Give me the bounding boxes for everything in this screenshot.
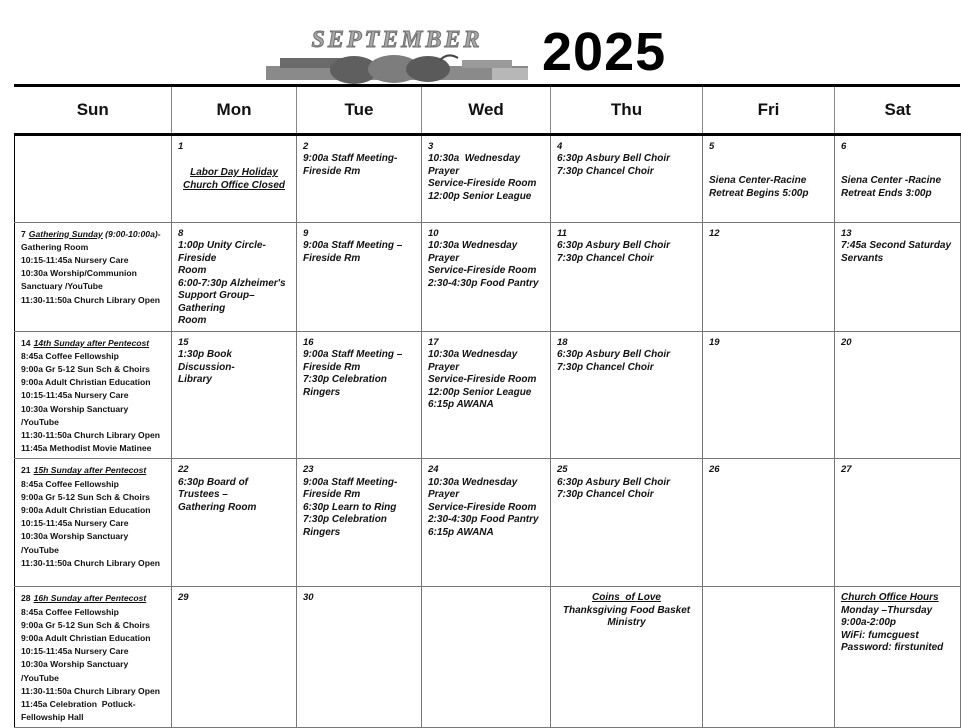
sunday-title: 16h Sunday after Pentecost	[33, 593, 147, 604]
coins-of-love-note	[557, 592, 696, 630]
event-line: 2:30-4:30p Food Pantry	[428, 277, 539, 289]
day-cell-sat	[835, 222, 961, 331]
event-line: 1:00p Unity Circle-Fireside	[178, 240, 266, 264]
event-line: Fireside Rm	[303, 165, 361, 177]
event-line: 6:30p Asbury Bell Choir	[557, 153, 670, 164]
event-line: 9:00a Staff Meeting –	[303, 240, 403, 251]
day-number: 14	[21, 337, 31, 348]
year-title: 2025	[542, 22, 667, 82]
event-line: 7:30p Celebration Ringers	[303, 514, 390, 538]
week-row	[15, 134, 961, 222]
day-cell-tue	[297, 459, 422, 587]
day-number: 21	[21, 465, 31, 476]
event-line: 9:00a Staff Meeting –	[303, 349, 403, 360]
day-cell-fri	[703, 587, 835, 728]
office-hours-title: Church Office Hours	[841, 592, 939, 604]
event-line: 10:30a Wednesday Prayer	[428, 153, 523, 177]
sunday-title: Gathering Sunday	[28, 228, 103, 239]
sunday-title-rest: (9:00-10:00a)-	[102, 228, 161, 239]
day-cell-mon	[172, 134, 297, 222]
event-line: 10:30a Wednesday Prayer	[428, 240, 521, 264]
day-cell-sun	[15, 222, 172, 331]
event-line: 12:00p Senior League	[428, 386, 532, 398]
day-number: 7	[21, 228, 26, 239]
day-cell-sun	[15, 331, 172, 459]
event-line: Gathering Room	[178, 501, 257, 513]
day-cell-sat	[835, 331, 961, 459]
event-line: 6:15p AWANA	[428, 399, 494, 410]
event-line: 9:00a Gr 5-12 Sun Sch & Choirs	[21, 619, 150, 630]
day-cell-mon	[172, 459, 297, 587]
event-line: Library	[178, 374, 212, 385]
day-number: 9	[303, 227, 309, 239]
event-line: 10:30a Worship Sanctuary /YouTube	[21, 403, 131, 427]
day-number: 16	[303, 336, 314, 348]
event-line: Service-Fireside Room	[428, 374, 537, 385]
event-line: 9:00a Gr 5-12 Sun Sch & Choirs	[21, 491, 150, 502]
day-cell-mon	[172, 587, 297, 728]
day-cell-wed	[422, 222, 551, 331]
week-row	[15, 222, 961, 331]
day-cell-sat	[835, 459, 961, 587]
event-line: 10:15-11:45a Nursery Care	[21, 646, 129, 657]
day-cell-wed	[422, 331, 551, 459]
event-line: 9:00a Gr 5-12 Sun Sch & Choirs	[21, 363, 150, 374]
day-number: 15	[178, 336, 189, 348]
event-line: 7:30p Chancel Choir	[557, 361, 654, 373]
event-line: WiFi: fumcguest	[841, 629, 919, 641]
event-line: Service-Fireside Room	[428, 178, 537, 189]
event-line: 9:00a Adult Christian Education	[21, 632, 151, 643]
day-number: 19	[709, 336, 720, 348]
day-cell-thu	[551, 331, 703, 459]
event-line: Retreat Begins 5:00p	[709, 187, 809, 199]
day-cell-mon	[172, 331, 297, 459]
event-line: 9:00a Adult Christian Education	[21, 504, 151, 515]
weekday-mon: Mon	[172, 87, 297, 134]
sunday-title-line	[21, 592, 165, 605]
day-cell-tue	[297, 587, 422, 728]
event-line: 10:30a Worship Sanctuary /YouTube	[21, 531, 131, 555]
event-line: Gathering Room	[21, 241, 89, 252]
event-line: Fireside Rm	[303, 489, 361, 501]
event-line: 11:30-11:50a Church Library Open	[21, 294, 160, 305]
event-line: 10:30a Worship Sanctuary /YouTube	[21, 659, 131, 683]
day-number: 8	[178, 227, 184, 239]
day-number: 1	[178, 140, 184, 152]
event-line: 6:30p Asbury Bell Choir	[557, 240, 670, 251]
event-line: 6:00-7:30p Alzheimer's	[178, 277, 286, 289]
day-number: 5	[709, 140, 715, 152]
event-line: 11:30-11:50a Church Library Open	[21, 557, 160, 568]
day-cell-fri	[703, 222, 835, 331]
day-number: 13	[841, 227, 852, 239]
note-title: Coins of Love	[592, 592, 661, 604]
day-cell-tue	[297, 222, 422, 331]
event-line: 10:15-11:45a Nursery Care	[21, 390, 129, 401]
event-line: Support Group– Gathering	[178, 290, 258, 314]
event-line: 11:30-11:50a Church Library Open	[21, 429, 160, 440]
day-number: 10	[428, 227, 439, 239]
day-cell-sat	[835, 587, 961, 728]
event-line: Service-Fireside Room	[428, 265, 537, 276]
event-line: 7:30p Chancel Choir	[557, 489, 654, 501]
day-cell-wed	[422, 134, 551, 222]
day-cell-tue	[297, 331, 422, 459]
weekday-wed: Wed	[422, 87, 551, 134]
day-cell-sun	[15, 459, 172, 587]
day-number: 12	[709, 227, 720, 239]
event-line: Retreat Ends 3:00p	[841, 187, 932, 199]
event-line: 6:30p Asbury Bell Choir	[557, 476, 670, 488]
month-title: september	[311, 18, 483, 55]
event-line: 11:45a Methodist Movie Matinee	[21, 443, 152, 454]
event-line: 6:30p Board of Trustees –	[178, 476, 251, 501]
day-cell-sun	[15, 134, 172, 222]
event-line: Fireside Rm	[303, 361, 361, 373]
day-cell-wed	[422, 587, 551, 728]
weekday-sun: Sun	[15, 87, 172, 134]
event-line: 9:00a Adult Christian Education	[21, 377, 151, 388]
event-line: 7:30p Chancel Choir	[557, 165, 654, 177]
day-number: 3	[428, 140, 434, 152]
day-number: 28	[21, 593, 31, 604]
sunday-title-line	[21, 464, 165, 477]
month-banner	[262, 18, 532, 84]
day-cell-thu	[551, 459, 703, 587]
day-cell-wed	[422, 459, 551, 587]
day-cell-fri	[703, 331, 835, 459]
day-number: 11	[557, 227, 567, 239]
day-cell-thu	[551, 134, 703, 222]
event-line: 10:15-11:45a Nursery Care	[21, 254, 129, 265]
week-row	[15, 331, 961, 459]
event-line: 9:00a-2:00p	[841, 617, 897, 629]
event-line: 9:00a Staff Meeting-	[303, 153, 398, 164]
day-cell-thu	[551, 587, 703, 728]
sunday-title-line	[21, 228, 165, 241]
event-line: 7:45a Second Saturday	[841, 240, 952, 251]
weekday-tue: Tue	[297, 87, 422, 134]
day-cell-tue	[297, 134, 422, 222]
day-number: 17	[428, 336, 439, 348]
day-number: 26	[709, 464, 720, 476]
day-number: 6	[841, 140, 847, 152]
event-line: Labor Day Holiday	[190, 167, 278, 178]
event-line: 6:30p Asbury Bell Choir	[557, 349, 670, 360]
calendar-grid	[14, 87, 961, 728]
event-line: Room	[178, 315, 207, 326]
event-line: 8:45a Coffee Fellowship	[21, 606, 119, 617]
day-number: 4	[557, 140, 563, 152]
sunday-title: 14th Sunday after Pentecost	[33, 337, 150, 348]
event-line: Servants	[841, 252, 884, 264]
event-line: 9:00a Staff Meeting-	[303, 476, 398, 488]
weekday-sat: Sat	[835, 87, 961, 134]
event-line: Ministry	[607, 617, 646, 629]
event-line: Church Office Closed	[182, 179, 286, 191]
retreat-note	[841, 175, 954, 200]
day-number: 25	[557, 464, 568, 476]
event-line: Thanksgiving Food Basket	[562, 604, 691, 616]
day-number: 2	[303, 140, 309, 152]
weekday-fri: Fri	[703, 87, 835, 134]
event-line: 8:45a Coffee Fellowship	[21, 478, 119, 489]
event-line: Fireside Rm	[303, 252, 361, 264]
day-number: 27	[841, 464, 852, 476]
apples-illustration	[262, 54, 532, 84]
day-number: 24	[428, 464, 439, 476]
event-line: Monday –Thursday	[841, 604, 933, 616]
event-line: Room	[178, 265, 207, 276]
day-cell-sat	[835, 134, 961, 222]
day-number: 18	[557, 336, 568, 348]
calendar-header	[0, 0, 960, 86]
event-line: 10:30a Wednesday Prayer	[428, 476, 521, 501]
day-cell-fri	[703, 459, 835, 587]
event-line: Service-Fireside Room	[428, 501, 537, 513]
event-line: 10:15-11:45a Nursery Care	[21, 518, 129, 529]
holiday-note	[178, 167, 290, 192]
event-line: 10:30a Wednesday Prayer	[428, 349, 521, 373]
day-number: 23	[303, 464, 314, 476]
weekday-thu: Thu	[551, 87, 703, 134]
event-line: 1:30p Book Discussion-	[178, 349, 235, 373]
sunday-title-line	[21, 337, 165, 350]
day-cell-thu	[551, 222, 703, 331]
event-line: Sanctuary /YouTube	[21, 281, 103, 292]
event-line: 8:45a Coffee Fellowship	[21, 350, 119, 361]
sunday-title: 15h Sunday after Pentecost	[33, 465, 147, 476]
event-line: Fellowship Hall	[21, 712, 84, 723]
event-line: 11:45a Celebration Potluck-	[21, 698, 136, 709]
retreat-note	[709, 175, 828, 200]
week-row	[15, 587, 961, 728]
weekday-header-row	[15, 87, 961, 134]
event-line: 2:30-4:30p Food Pantry	[428, 514, 539, 526]
event-line: 11:30-11:50a Church Library Open	[21, 685, 160, 696]
event-line: 6:15p AWANA	[428, 526, 494, 538]
week-row	[15, 459, 961, 587]
day-number: 29	[178, 592, 189, 604]
event-line: 7:30p Celebration Ringers	[303, 374, 390, 398]
event-line: 7:30p Chancel Choir	[557, 252, 654, 264]
event-line: 12:00p Senior League	[428, 190, 532, 202]
event-line: Siena Center-Racine	[709, 175, 807, 186]
day-cell-sun	[15, 587, 172, 728]
day-number: 22	[178, 464, 189, 476]
day-cell-mon	[172, 222, 297, 331]
event-line: Password: firstunited	[841, 642, 944, 654]
event-line: Siena Center -Racine	[841, 175, 942, 186]
day-number: 30	[303, 592, 314, 604]
day-cell-fri	[703, 134, 835, 222]
event-line: 10:30a Worship/Communion	[21, 268, 137, 279]
day-number: 20	[841, 336, 852, 348]
event-line: 6:30p Learn to Ring	[303, 501, 397, 513]
